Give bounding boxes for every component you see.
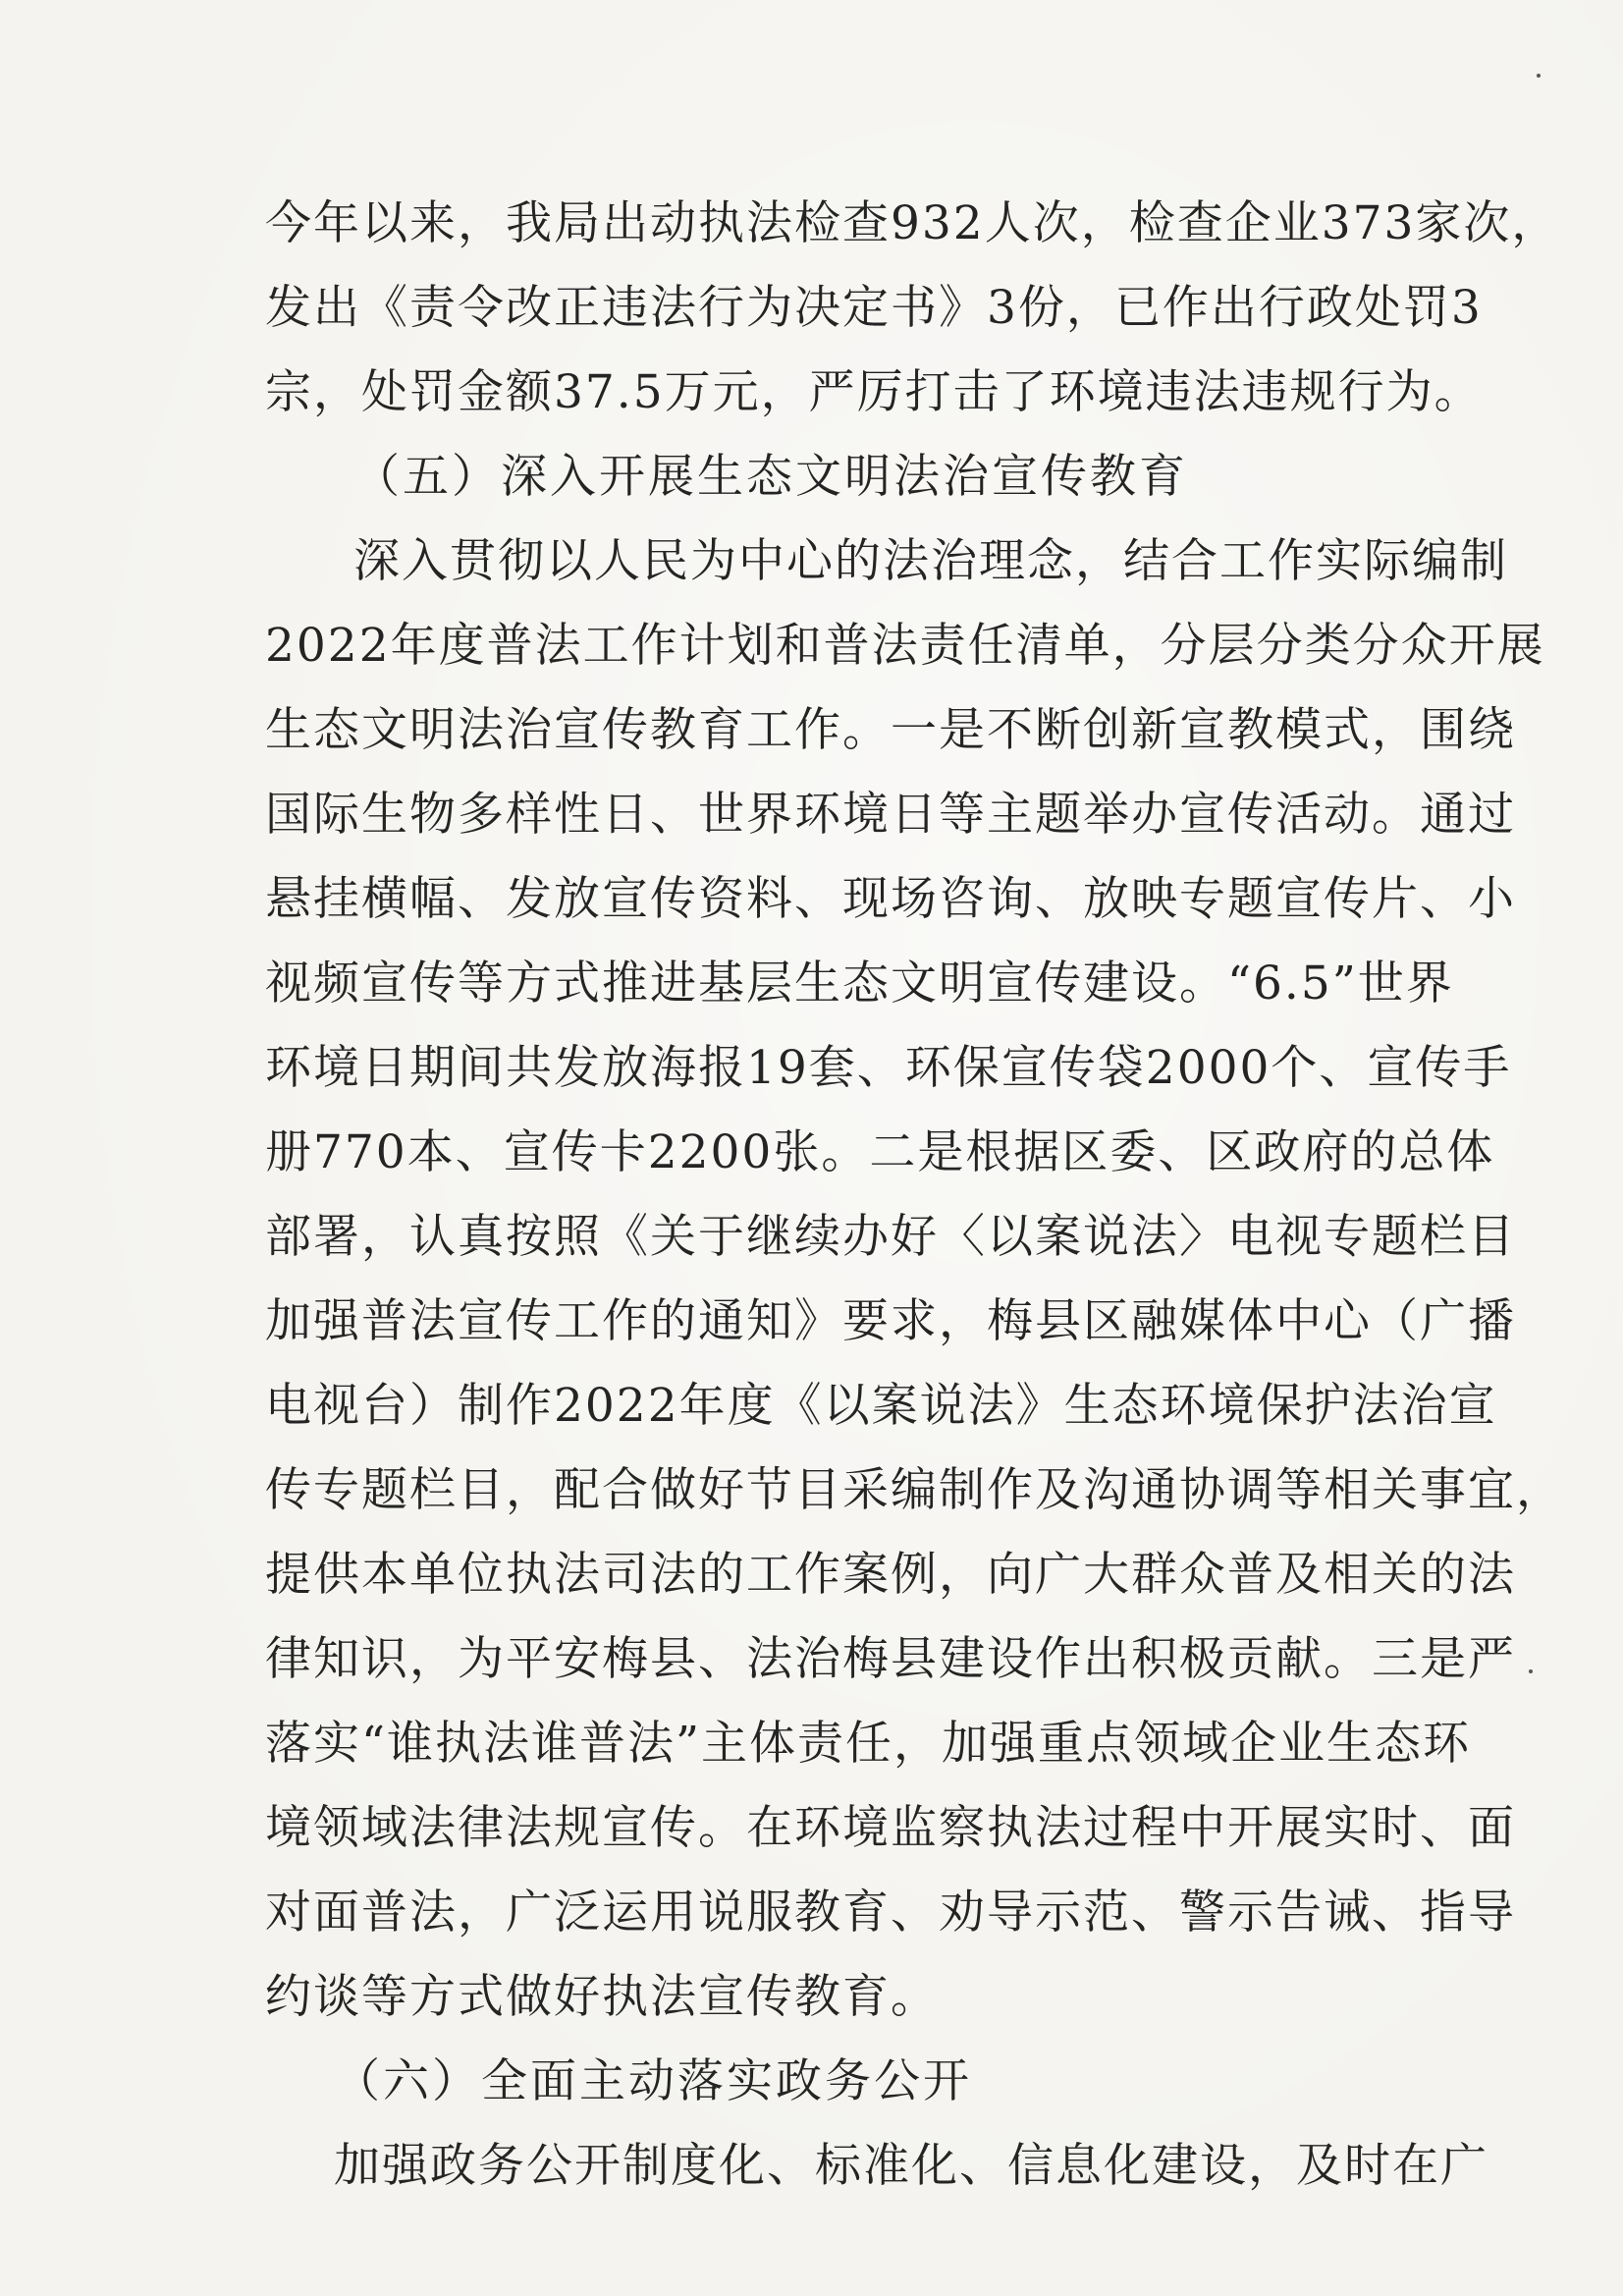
scan-speck bbox=[1529, 1669, 1533, 1673]
body-text-line: 宗，处罚金额37.5万元，严厉打击了环境违法违规行为。 bbox=[265, 365, 1483, 419]
body-text-line: 加强普法宣传工作的通知》要求，梅县区融媒体中心（广播 bbox=[265, 1294, 1516, 1348]
body-text-line: 加强政务公开制度化、标准化、信息化建设，及时在广 bbox=[334, 2139, 1488, 2193]
section-heading-6: （六）全面主动落实政务公开 bbox=[334, 2054, 972, 2108]
section-heading-5: （五）深入开展生态文明法治宣传教育 bbox=[353, 450, 1188, 504]
body-text-line: 发出《责令改正违法行为决定书》3份，已作出行政处罚3 bbox=[265, 281, 1483, 335]
body-text-line: 悬挂横幅、发放宣传资料、现场咨询、放映专题宣传片、小 bbox=[265, 872, 1516, 926]
body-text-line: 部署，认真按照《关于继续办好〈以案说法〉电视专题栏目 bbox=[265, 1210, 1516, 1264]
body-text-line: 落实“谁执法谁普法”主体责任，加强重点领域企业生态环 bbox=[265, 1717, 1472, 1771]
body-text-line: 册770本、宣传卡2200张。二是根据区委、区政府的总体 bbox=[265, 1125, 1495, 1179]
body-text-line: 2022年度普法工作计划和普法责任清单，分层分类分众开展 bbox=[265, 619, 1545, 673]
body-text-line: 视频宣传等方式推进基层生态文明宣传建设。“6.5”世界 bbox=[265, 957, 1454, 1011]
body-text-line: 提供本单位执法司法的工作案例，向广大群众普及相关的法 bbox=[265, 1548, 1516, 1602]
body-text-line: 深入贯彻以人民为中心的法治理念，结合工作实际编制 bbox=[353, 534, 1508, 588]
body-text-line: 约谈等方式做好执法宣传教育。 bbox=[265, 1970, 939, 2024]
body-text-line: 国际生物多样性日、世界环境日等主题举办宣传活动。通过 bbox=[265, 788, 1516, 842]
body-text-line: 环境日期间共发放海报19套、环保宣传袋2000个、宣传手 bbox=[265, 1041, 1512, 1095]
body-text-line: 境领域法律法规宣传。在环境监察执法过程中开展实时、面 bbox=[265, 1801, 1516, 1855]
body-text-line: 电视台）制作2022年度《以案说法》生态环境保护法治宣 bbox=[265, 1379, 1497, 1433]
body-text-line: 生态文明法治宣传教育工作。一是不断创新宣教模式，围绕 bbox=[265, 703, 1516, 757]
body-text-line: 传专题栏目，配合做好节目采编制作及沟通协调等相关事宜， bbox=[265, 1463, 1564, 1517]
body-text-line: 今年以来，我局出动执法检查932人次，检查企业373家次， bbox=[265, 196, 1560, 250]
scan-speck bbox=[1537, 74, 1541, 78]
body-text-line: 律知识，为平安梅县、法治梅县建设作出积极贡献。三是严 bbox=[265, 1632, 1516, 1686]
body-text-line: 对面普法，广泛运用说服教育、劝导示范、警示告诫、指导 bbox=[265, 1886, 1516, 1940]
